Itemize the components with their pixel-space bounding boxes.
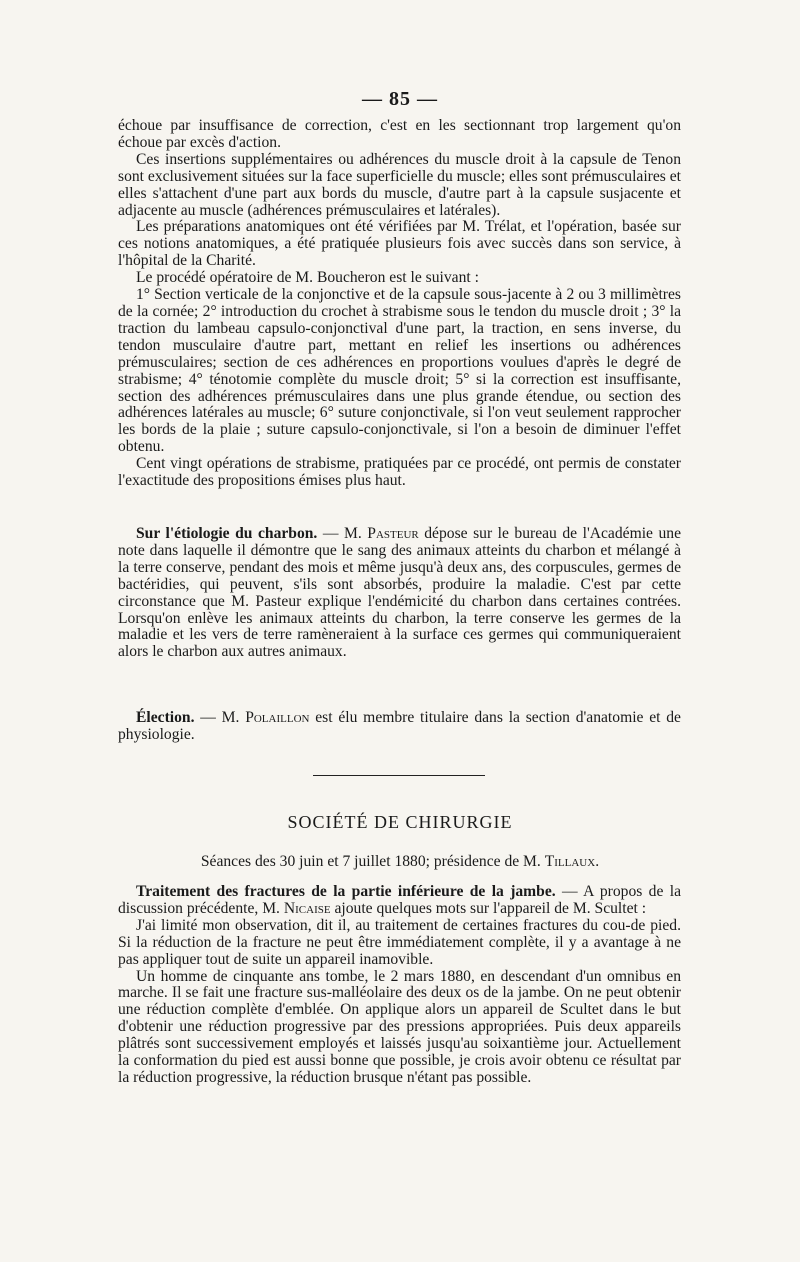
paragraph-text: est élu membre titulaire dans la section d'anatomie et de physiologie. [118,709,681,743]
paragraph: 1° Section verticale de la conjonctive et de la capsule sous-jacente à 2 ou 3 millimètres de la cornée; 2° introduction du crochet à strabisme sous le tendon du muscle droit ; 3° la traction du lambeau capsulo-conjonctival d'une part, la traction, en sens inverse, du tendon musculaire d'autre part, mettant en relief les insertions ou adhérences prémusculaires; section de ces adhérences en proportions voulues d'après le degré de strabisme; 4° ténotomie complète du muscle droit; 5° si la correction est insuffisante, section des adhérences prémusculaires dans une plus grande étendue, ou section des adhérences latérales au muscle; 6° suture conjonctivale, si l'on veut seulement rapprocher les bords de la plaie ; suture capsulo-conjonctivale, si l'on a besoin de diminuer l'effet obtenu. [118,286,681,456]
paragraph-text: ajoute quelques mots sur l'appareil de M. Scultet : [330,899,647,917]
paragraph: Un homme de cinquante ans tombe, le 2 mars 1880, en descendant d'un omnibus en marche. Il se fait une fracture sus-malléolaire des deux os de la jambe. On ne peut obtenir une réduction complète d'emblée. On applique alors un appareil de Scultet dans le but d'obtenir une réduction progressive par des pressions appropriées. Puis deux appareils plâtrés sont successivement employés et laissés jusqu'au soixantième jour. Actuellement la conformation du pied est aussi bonne que possible, je crois avoir obtenu ce résultat par la réduction progressive, la réduction brusque n'étant pas possible. [118,967,681,1086]
horizontal-rule [313,775,485,776]
page-number: — 85 — [362,88,438,110]
paragraph-text: dépose sur le bureau de l'Académie une note dans laquelle il démontre que le sang des animaux atteints du charbon et mélangé à la terre conserve, pendant des mois et même jusqu'à deux ans, des corpuscules, germes de bactéridies, qui peuvent, s'ils sont absorbés, produire la maladie. C'est par cette circonstance que M. Pasteur explique l'endémicité du charbon dans certaines contrées. Lorsqu'on enlève les animaux atteints du charbon, la terre conserve les germes de la maladie et les vers de terre ramèneraient à la surface ces germes qui communiqueraient alors le charbon aux autres animaux. [118,525,681,661]
dash-text: — M. [194,709,246,726]
paragraph: Le procédé opératoire de M. Boucheron est le suivant : [136,269,479,287]
dash-text: — A propos de la discussion précédente, M. [118,883,682,917]
session-text: Séances des 30 juin et 7 juillet 1880; présidence de M. [200,853,545,870]
paragraph: Ces insertions supplémentaires ou adhérences du muscle droit à la capsule de Tenon sont exclusivement situées sur la face superficielle du muscle; elles sont prémusculaires et elles s'attachent d'une part aux bords du muscle, d'autre part à la capsule susjacente et adjacente au muscle (adhérences prémusculaires et latérales). [118,150,681,219]
text-block-fractures [118,884,681,1087]
paragraph [118,884,681,918]
paragraph: Les préparations anatomiques ont été vérifiées par M. Trélat, et l'opération, basée sur ces notions anatomiques, a été pratiquée plusieurs fois avec succès dans son service, à l'hôpital de la Charité. [118,218,681,270]
section-heading: Sur l'étiologie du charbon. [136,525,318,542]
text-block-charbon [118,526,681,661]
text-block-strabismus [118,118,681,490]
section-heading: Élection. [136,709,195,726]
person-name: Pasteur [367,525,419,542]
section-title: SOCIÉTÉ DE CHIRURGIE [287,812,513,832]
section-heading: Traitement des fractures de la partie inférieure de la jambe. [136,883,556,900]
session-end: . [595,853,600,870]
session-line [0,853,800,871]
dash-text: — M. [317,525,368,542]
person-name: Tillaux [544,853,596,870]
paragraph [118,526,681,661]
text-block-election [118,710,681,744]
paragraph: J'ai limité mon observation, dit il, au traitement de certaines fractures du cou-de pied. Si la réduction de la fracture ne peut être immédiatement complète, il y a avantage à ne pas appliquer tout de suite un appareil inamovible. [118,916,681,968]
paragraph: échoue par insuffisance de correction, c'est en les sectionnant trop largement qu'on échoue par excès d'action. [118,117,681,151]
person-name: Nicaise [283,899,331,917]
paragraph [118,710,681,744]
paragraph: Cent vingt opérations de strabisme, pratiquées par ce procédé, ont permis de constater l'exactitude des propositions émises plus haut. [118,455,681,490]
person-name: Polaillon [245,709,310,726]
